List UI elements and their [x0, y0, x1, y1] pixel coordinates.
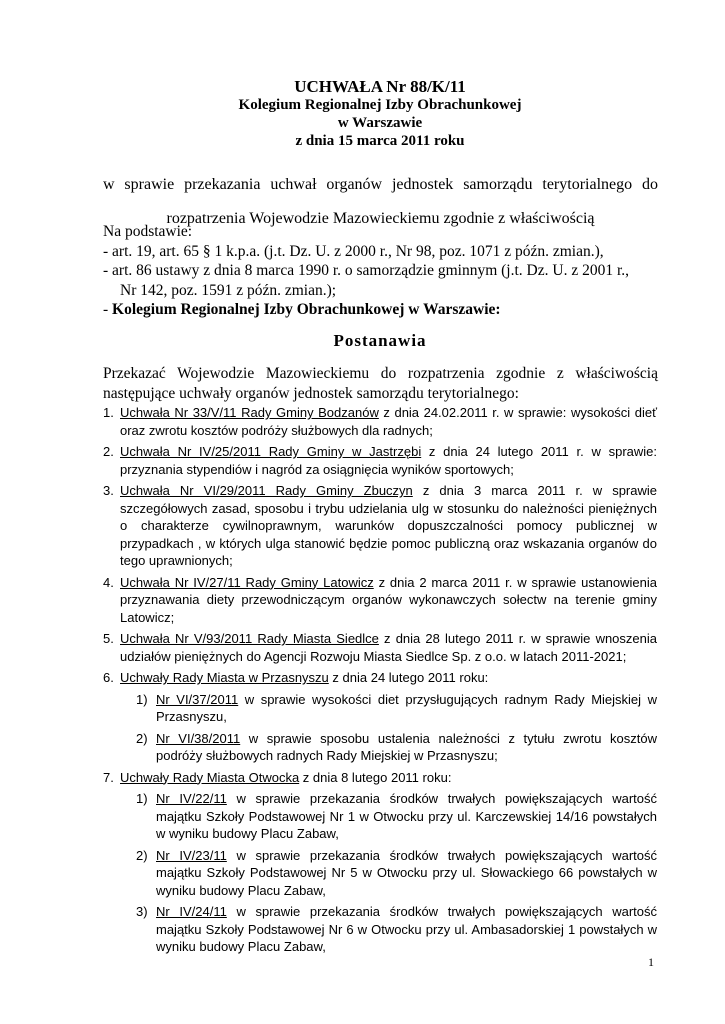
- issuing-body: Kolegium Regionalnej Izby Obrachunkowej: [238, 97, 522, 113]
- basis-label: Na podstawie:: [103, 223, 193, 240]
- legal-basis: [103, 222, 663, 320]
- list-item: [103, 630, 657, 665]
- item-text: z dnia 24 lutego 2011 roku:: [328, 670, 489, 685]
- item-text: z dnia 24 lutego 2011 r. w sprawie: przyznania stypendiów i nagród za osiągnięcia wyników sportowych;: [120, 444, 657, 477]
- resolution-header: [100, 78, 660, 150]
- sub-item-text: w sprawie przekazania środków trwałych powiększających wartość majątku Szkoły Podstawowej Nr 6 w Otwocku przy ul. Ambasadorskiej 1 powstałych w wyniku budowy Placu Zabaw,: [156, 904, 658, 954]
- list-item: [103, 669, 657, 765]
- resolution-list: [103, 404, 657, 960]
- item-number: 7.: [103, 769, 114, 785]
- item-resolution-ref: Uchwały Rady Miasta Otwocka: [120, 769, 300, 785]
- list-item: [103, 404, 657, 439]
- sub-item: [120, 790, 657, 843]
- item-number: 6.: [103, 670, 114, 685]
- sub-item-resolution-ref: Nr IV/23/11: [156, 847, 227, 863]
- basis-college: Kolegium Regionalnej Izby Obrachunkowej w Warszawie:: [112, 301, 501, 318]
- sub-item-resolution-ref: Nr VI/37/2011: [156, 691, 239, 707]
- sub-item-number: 3): [136, 904, 148, 919]
- sub-item-number: 1): [136, 691, 148, 707]
- sub-item: [120, 847, 657, 900]
- item-text: z dnia 3 marca 2011 r. w sprawie szczegółowych zasad, sposobu i trybu udzielania ulg w stosunku do należności pieniężnych o charakterze cywilnoprawnym, warunków dopuszczalności pomocy publicznej w przypadkach , w których ulga stanowić będzie pomoc publiczną oraz wskazania organów do tego uprawnionych;: [120, 483, 657, 568]
- basis-line-1: - art. 19, art. 65 § 1 k.p.a. (j.t. Dz. U. z 2000 r., Nr 98, poz. 1071 z późn. zmian.),: [103, 242, 604, 260]
- item-resolution-ref: Uchwała Nr V/93/2011 Rady Miasta Siedlce: [120, 631, 379, 646]
- page-number: 1: [648, 955, 654, 969]
- sub-item-number: 2): [136, 730, 148, 746]
- item-resolution-ref: Uchwała Nr 33/V/11 Rady Gminy Bodzanów: [120, 405, 379, 420]
- item-resolution-ref: Uchwała Nr VI/29/2011 Rady Gminy Zbuczyn: [120, 483, 413, 498]
- decision-heading: Postanawia: [333, 331, 427, 350]
- sub-item: [120, 730, 657, 765]
- item-resolution-ref: Uchwały Rady Miasta w Przasnyszu: [120, 670, 329, 685]
- item-resolution-ref: Uchwała Nr IV/25/2011 Rady Gminy w Jastrzębi: [120, 444, 422, 459]
- sub-item-number: 1): [136, 791, 148, 806]
- sub-item-number: 2): [136, 847, 148, 863]
- item-text: z dnia 28 lutego 2011 r. w sprawie wnoszenia udziałów pieniężnych do Agencji Rozwoju Miasta Siedlce Sp. z o.o. w latach 2011-2021;: [120, 631, 657, 664]
- sub-item-text: w sprawie wysokości diet przysługujących radnym Rady Miejskiej w Przasnyszu,: [156, 691, 657, 724]
- item-text: z dnia 24.02.2011 r. w sprawie: wysokości dieť oraz zwrotu kosztów podróży służbowych dla radnych;: [120, 405, 657, 438]
- item-number: 3.: [103, 483, 114, 498]
- sub-item: [120, 903, 657, 956]
- decision-intro: [103, 364, 658, 403]
- basis-line-2a: - art. 86 ustawy z dnia 8 marca 1990 r. o samorządzie gminnym (j.t. Dz. U. z 2001 r.,: [103, 262, 630, 279]
- issuing-city: w Warszawie: [337, 115, 423, 131]
- intro-line-1: Przekazać Wojewodzie Mazowieckiemu do rozpatrzenia zgodnie z właściwością: [103, 365, 658, 382]
- sub-item: [120, 691, 657, 726]
- list-item: [103, 574, 657, 627]
- item-text: z dnia 2 marca 2011 r. w sprawie ustanowienia przyznawania diety przewodniczącym organów wykonawczych sołectw na terenie gminy Latowicz;: [120, 574, 657, 625]
- subject-line-1: w sprawie przekazania uchwał organów jednostek samorządu terytorialnego do: [103, 176, 658, 193]
- sub-item-resolution-ref: Nr IV/22/11: [156, 791, 227, 806]
- basis-college-prefix: -: [103, 301, 113, 318]
- sub-item-text: w sprawie przekazania środków trwałych powiększających wartość majątku Szkoły Podstawowej Nr 1 w Otwocku przy ul. Karczewskiej 14/16 powstałych w wyniku budowy Placu Zabaw,: [156, 791, 658, 841]
- subject-line-2: rozpatrzenia Wojewodzie Mazowieckiemu zgodnie z właściwością: [166, 210, 595, 227]
- basis-college-line: [103, 300, 663, 320]
- intro-line-2: następujące uchwały organów jednostek samorządu terytorialnego:: [103, 384, 519, 402]
- item-number: 4.: [103, 574, 114, 590]
- list-item: [103, 769, 657, 956]
- item-number: 5.: [103, 631, 114, 646]
- sub-item-resolution-ref: Nr IV/24/11: [156, 904, 227, 919]
- sub-item-resolution-ref: Nr VI/38/2011: [156, 730, 241, 746]
- list-item: [103, 443, 657, 478]
- item-resolution-ref: Uchwała Nr IV/27/11 Rady Gminy Latowicz: [120, 574, 374, 590]
- basis-line-2b: Nr 142, poz. 1591 z późn. zmian.);: [120, 281, 337, 299]
- sub-item-text: w sprawie sposobu ustalenia należności z tytułu zwrotu kosztów podróży służbowych radnych Rady Miejskiej w Przasnyszu;: [156, 730, 657, 763]
- resolution-title: UCHWAŁA Nr 88/K/11: [294, 77, 466, 96]
- list-item: [103, 482, 657, 570]
- item-number: 2.: [103, 444, 114, 459]
- item-text: z dnia 8 lutego 2011 roku:: [299, 769, 452, 785]
- sub-item-text: w sprawie przekazania środków trwałych powiększających wartość majątku Szkoły Podstawowej Nr 5 w Otwocku przy ul. Słowackiego 66 powstałych w wyniku budowy Placu Zabaw,: [156, 847, 658, 898]
- item-number: 1.: [103, 405, 114, 420]
- resolution-date: z dnia 15 marca 2011 roku: [295, 133, 465, 149]
